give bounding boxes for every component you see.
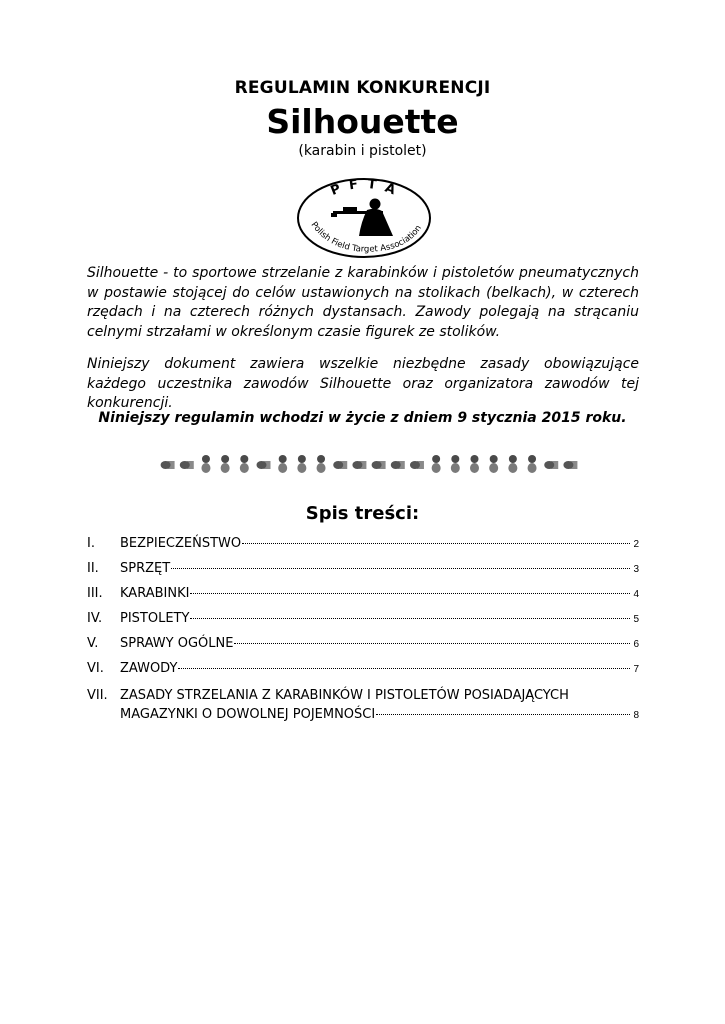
- pellet-icon: [352, 461, 366, 469]
- toc-item-bezpieczenstwo[interactable]: [87, 536, 639, 561]
- document-subtitle: (karabin i pistolet): [298, 143, 427, 159]
- pellet-icon: [432, 455, 441, 473]
- pellet-icon: [257, 461, 271, 469]
- pellet-icon: [221, 455, 230, 473]
- pellet-icon: [563, 461, 577, 469]
- pellet-icon: [489, 455, 498, 473]
- toc-leader: [242, 543, 630, 544]
- scope-paragraph: Niniejszy dokument zawiera wszelkie niezbędne zasady obowiązujące każdego uczestnika zawodów Silhouette oraz organizatora zawodów tej konkurencji.: [87, 356, 639, 412]
- toc-item-number: III.: [87, 586, 103, 601]
- pellet-icon: [161, 461, 175, 469]
- intro-paragraph: Silhouette - to sportowe strzelanie z karabinków i pistoletów pneumatycznych w postawie stojącej do celów ustawionych na stolikach (belkach), w czterech rzędach i na czterech różnych dystansach. Zawody polegają na strącaniu celnymi strzałami w określonym czasie figurek ze stolików.: [87, 265, 639, 340]
- toc-item-page: 3: [633, 564, 639, 575]
- shooter-icon: [331, 199, 393, 237]
- toc-item-pistolety[interactable]: [87, 611, 639, 636]
- effective-date: Niniejszy regulamin wchodzi w życie z dniem 9 stycznia 2015 roku.: [98, 410, 627, 426]
- toc-item-page: 8: [633, 710, 639, 721]
- toc-item-number: V.: [87, 636, 99, 651]
- pellet-icon: [317, 455, 326, 473]
- toc-leader: [190, 618, 630, 619]
- toc-item-number: VI.: [87, 661, 104, 676]
- toc-item-number: II.: [87, 561, 99, 576]
- pellet-icon: [278, 455, 287, 473]
- svg-text:P F T A: [329, 177, 400, 199]
- toc-item-page: 2: [633, 539, 639, 550]
- toc-leader: [171, 568, 630, 569]
- toc-item-number: I.: [87, 536, 95, 551]
- toc-item-page: 6: [633, 639, 639, 650]
- toc-item-page: 5: [633, 614, 639, 625]
- toc-item-label: BEZPIECZEŃSTWO: [120, 536, 242, 551]
- pellet-icon: [470, 455, 479, 473]
- toc-item-sprzet[interactable]: [87, 561, 639, 586]
- toc-leader: [234, 643, 630, 644]
- toc-item-karabinki[interactable]: [87, 586, 639, 611]
- toc-leader: [376, 714, 630, 715]
- pellet-icon: [410, 461, 424, 469]
- toc-item-label: ZAWODY: [120, 661, 178, 676]
- pellet-icon: [201, 455, 210, 473]
- pellet-icon: [544, 461, 558, 469]
- pellet-icon: [451, 455, 460, 473]
- document-title: REGULAMIN KONKURENCJI: [234, 78, 491, 98]
- toc-item-page: 7: [633, 664, 639, 675]
- pfta-logo: [295, 176, 433, 260]
- toc-item-label: SPRZĘT: [120, 561, 171, 576]
- toc-item-number: VII.: [87, 688, 108, 703]
- logo-org-name: Polish Field Target Association: [308, 220, 424, 255]
- toc-item-sprawy-ogolne[interactable]: [87, 636, 639, 661]
- toc-item-zawody[interactable]: [87, 661, 639, 686]
- pellet-icon: [297, 455, 306, 473]
- pellet-icon: [391, 461, 405, 469]
- competition-name: Silhouette: [266, 102, 459, 141]
- pellet-icon: [333, 461, 347, 469]
- toc-title: Spis treści:: [305, 503, 420, 524]
- pellet-icon: [180, 461, 194, 469]
- pellet-icon: [372, 461, 386, 469]
- pellet-icon: [240, 455, 249, 473]
- toc-item-number: IV.: [87, 611, 103, 626]
- logo-acronym: P F T A: [328, 176, 400, 199]
- toc-item-label-continued: MAGAZYNKI O DOWOLNEJ POJEMNOŚCI: [120, 707, 376, 722]
- table-of-contents: [87, 536, 639, 728]
- pellet-icon: [528, 455, 537, 473]
- toc-leader: [190, 593, 630, 594]
- toc-item-page: 4: [633, 589, 639, 600]
- toc-item-zasady-strzelania[interactable]: [87, 686, 639, 728]
- pellet-icon: [508, 455, 517, 473]
- toc-item-label: SPRAWY OGÓLNE: [120, 636, 234, 651]
- toc-item-label: KARABINKI: [120, 586, 190, 601]
- toc-item-label: ZASADY STRZELANIA Z KARABINKÓW I PISTOLETÓW POSIADAJĄCYCH: [120, 688, 569, 703]
- pellet-divider-decoration: [158, 453, 580, 475]
- toc-item-label: PISTOLETY: [120, 611, 190, 626]
- toc-leader: [178, 668, 630, 669]
